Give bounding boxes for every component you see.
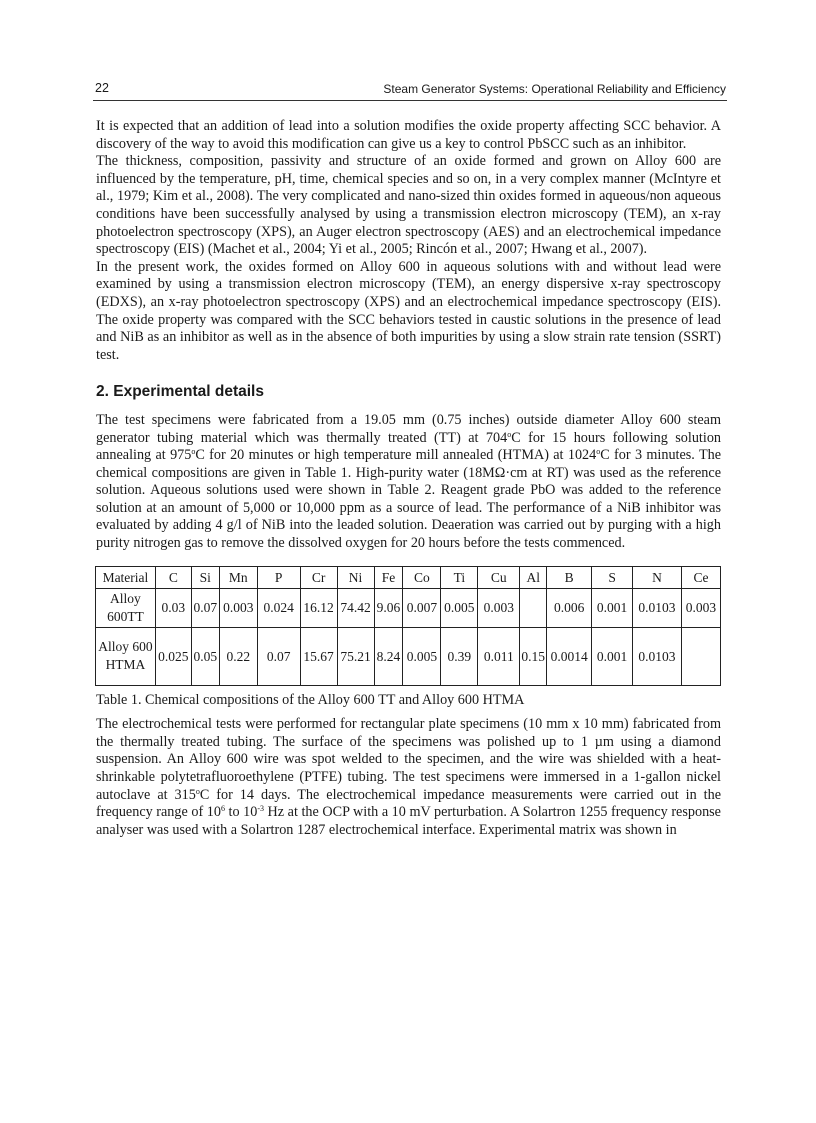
column-header: Cu	[478, 566, 520, 588]
table-row	[96, 627, 721, 685]
table-cell	[520, 588, 547, 627]
table-cell: 0.001	[592, 588, 633, 627]
paragraph: It is expected that an addition of lead into a solution modifies the oxide property affecting SCC behavior. A discovery of the way to avoid this modification can give us a key to control PbSCC such as an inhibitor.	[96, 118, 721, 152]
column-header: Ti	[441, 566, 478, 588]
table-cell: 0.0014	[547, 627, 592, 685]
table-cell: 0.0103	[633, 588, 682, 627]
section-heading: 2. Experimental details	[96, 383, 264, 401]
column-header: P	[257, 566, 300, 588]
table-cell: 0.007	[403, 588, 441, 627]
paragraph: The thickness, composition, passivity and structure of an oxide formed and grown on Alloy 600 are influenced by the temperature, pH, time, chemical species and so on, in a very complex manner (McIntyre et al., 1979; Kim et al., 2008). The very complicated and nano-sized thin oxides formed in aqueous/non aqueous conditions have been successfully analysed by using a transmission electron microscopy (TEM), an x-ray photoelectron spectroscopy (XPS), an Auger electron spectroscopy (AES) and an electrochemical impedance spectroscopy (EIS) (Machet et al., 2004; Yi et al., 2005; Rincón et al., 2007; Hwang et al., 2007).	[96, 153, 721, 258]
paragraph: The electrochemical tests were performed for rectangular plate specimens (10 mm x 10 mm) fabricated from the thermally treated tubing. The surface of the specimens was polished up to 1 µm using a diamond suspension. An Alloy 600 wire was spot welded to the specimen, and the wire was shielded with a heat-shrinkable polytetrafluoroethylene (PTFE) tubing. The test specimens were immersed in a 1-gallon nickel autoclave at 315$^o$C for 14 days. The electrochemical impedance measurements were carried out in the frequency range of $10^6$ to $10^{-3}$ Hz at the OCP with a 10 mV perturbation. A Solartron 1255 frequency response analyser was used with a Solartron 1287 electrochemical interface. Experimental matrix was shown in	[96, 716, 721, 838]
paragraph: In the present work, the oxides formed on Alloy 600 in aqueous solutions with and without lead were examined by using a transmission electron microscopy (TEM), an energy dispersive x-ray spectroscopy (EDXS), an x-ray photoelectron spectroscopy (XPS) and an electrochemical impedance spectroscopy (EIS). The oxide property was compared with the SCC behaviors tested in caustic solutions in the presence of lead and NiB as an inhibitor as well as in the absence of both impurities by using a slow strain rate tension (SSRT) test.	[96, 258, 721, 363]
running-header	[93, 78, 727, 101]
exponent: 6	[220, 804, 225, 814]
column-header: Mn	[219, 566, 257, 588]
degree-mark: o	[191, 447, 196, 457]
table-cell: 75.21	[337, 627, 374, 685]
table-cell: 0.011	[478, 627, 520, 685]
column-header: S	[592, 566, 633, 588]
paragraph: The test specimens were fabricated from a 19.05 mm (0.75 inches) outside diameter Alloy 600 steam generator tubing material which was thermally treated (TT) at 704$^o$C for 15 hours following solution annealing at 975$^o$C for 20 minutes or high temperature mill annealed (HTMA) at 1024$^o$C for 3 minutes. The chemical compositions are given in Table 1. High-purity water (18MΩ·cm at RT) was used as the reference solution. Aqueous solutions used were shown in Table 2. Reagent grade PbO was added to the reference solution at an amount of 5,000 or 10,000 ppm as a source of lead. The performance of a NiB inhibitor was evaluated by adding 4 g/l of NiB into the leaded solution. Deaeration was carried out by purging with a high purity nitrogen gas to remove the dissolved oxygen for 20 hours before the tests commenced.	[96, 411, 722, 552]
column-header: N	[633, 566, 682, 588]
table-cell: 16.12	[300, 588, 337, 627]
column-header: Material	[96, 566, 156, 588]
column-header: Si	[191, 566, 219, 588]
column-header: Ce	[681, 566, 720, 588]
table-cell: 0.006	[547, 588, 592, 627]
table-cell	[681, 627, 720, 685]
table-cell: 0.39	[441, 627, 478, 685]
column-header: Cr	[300, 566, 337, 588]
table-cell: 74.42	[337, 588, 374, 627]
page-body	[96, 118, 721, 839]
table-row	[96, 588, 721, 627]
table-cell: 0.025	[155, 627, 191, 685]
table-cell: 0.03	[155, 588, 191, 627]
table-cell: 0.005	[441, 588, 478, 627]
material-cell: Alloy 600 HTMA	[96, 627, 156, 685]
table-cell: 0.22	[219, 627, 257, 685]
column-header: Al	[520, 566, 547, 588]
running-title: Steam Generator Systems: Operational Reliability and Efficiency	[383, 82, 726, 96]
table-cell: 0.003	[219, 588, 257, 627]
page-number: 22	[95, 81, 109, 95]
table-cell: 0.024	[257, 588, 300, 627]
degree-mark: o	[507, 429, 512, 439]
degree-mark: o	[596, 447, 601, 457]
table-cell: 0.005	[403, 627, 441, 685]
column-header: B	[547, 566, 592, 588]
column-header: Ni	[337, 566, 374, 588]
table-cell: 0.003	[478, 588, 520, 627]
material-cell: Alloy 600TT	[96, 588, 156, 627]
composition-table	[95, 566, 721, 686]
column-header: Co	[403, 566, 441, 588]
table-cell: 0.05	[191, 627, 219, 685]
table-cell: 8.24	[374, 627, 403, 685]
exponent: -3	[257, 804, 264, 814]
table-header-row	[96, 566, 721, 588]
table-cell: 15.67	[300, 627, 337, 685]
table-cell: 0.001	[592, 627, 633, 685]
table-caption: Table 1. Chemical compositions of the Alloy 600 TT and Alloy 600 HTMA	[96, 691, 525, 708]
table-cell: 0.003	[681, 588, 720, 627]
table-cell: 0.07	[191, 588, 219, 627]
column-header: C	[155, 566, 191, 588]
table-cell: 0.15	[520, 627, 547, 685]
table-cell: 0.0103	[633, 627, 682, 685]
table-cell: 9.06	[374, 588, 403, 627]
table-cell: 0.07	[257, 627, 300, 685]
column-header: Fe	[374, 566, 403, 588]
degree-mark: o	[195, 786, 200, 796]
